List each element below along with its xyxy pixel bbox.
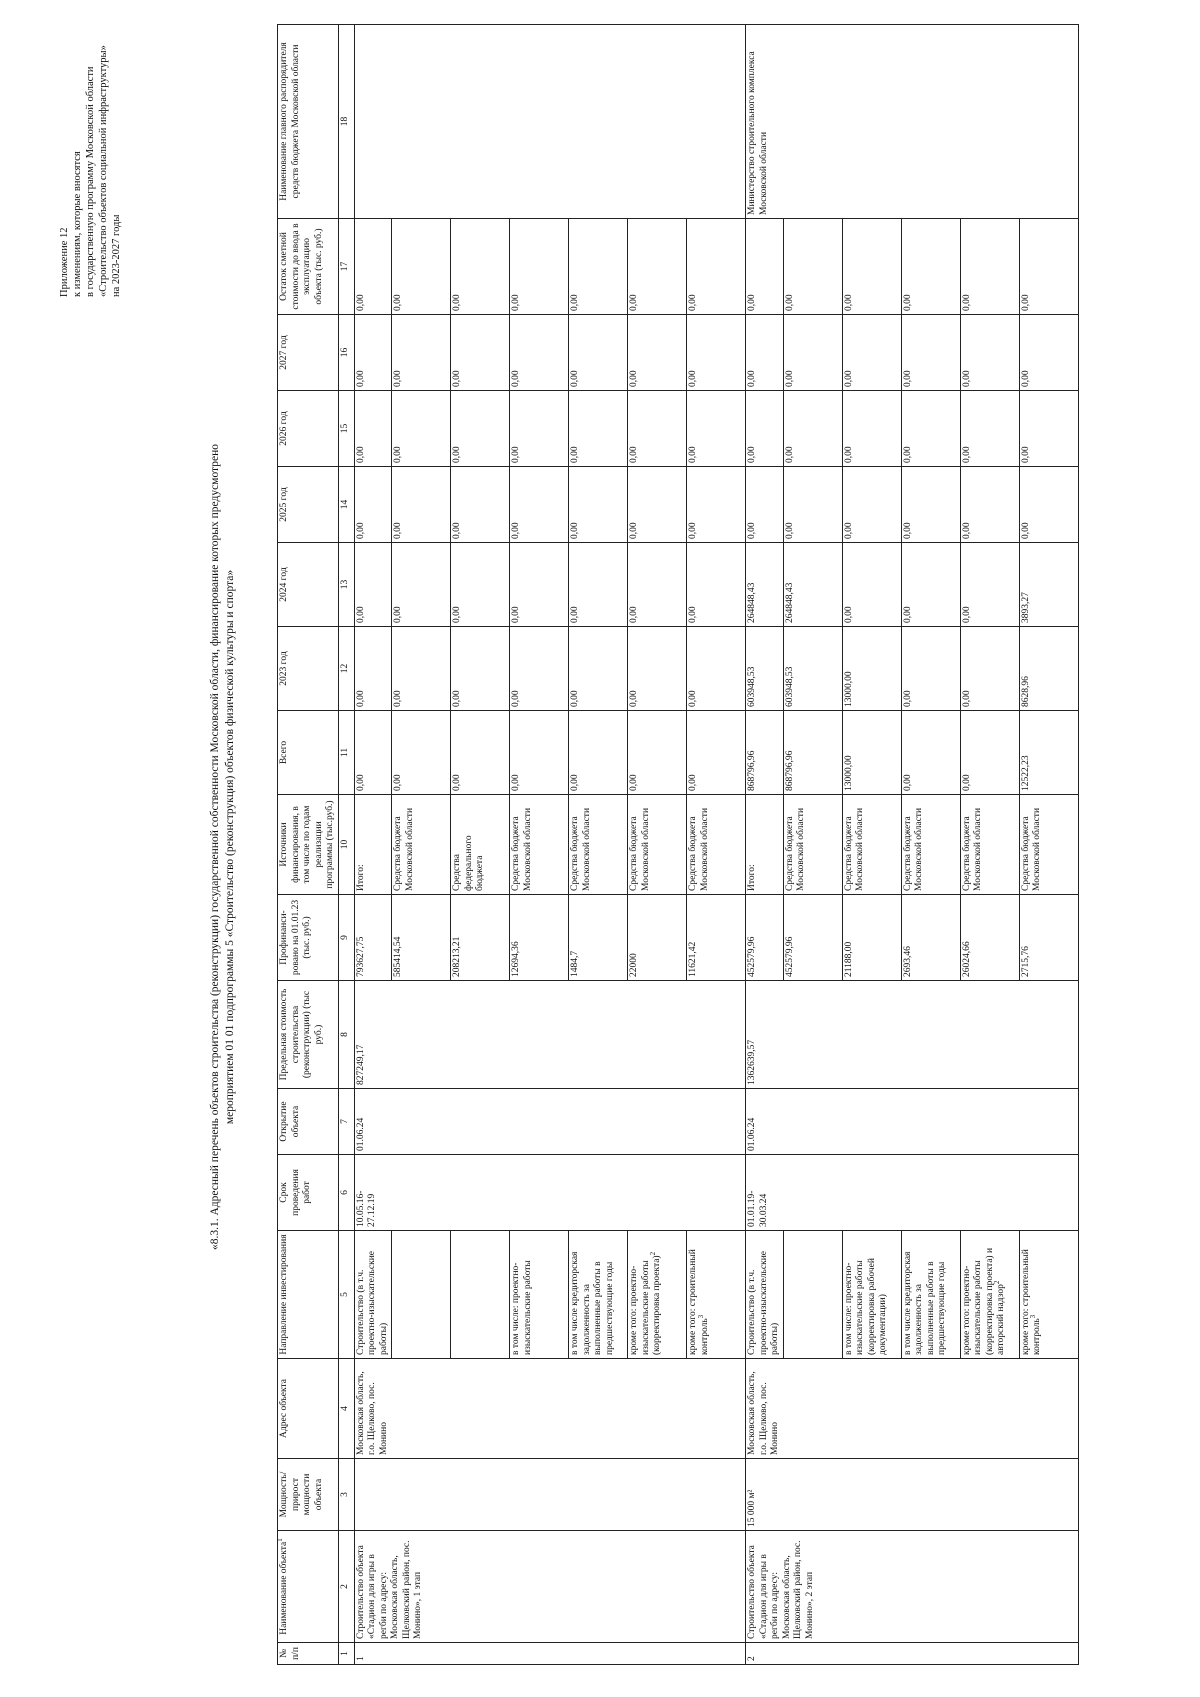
investment-direction-text: в том числе кредиторская задолженность за выполненные работы в предшествующие годы	[902, 1251, 947, 1355]
investment-direction-text: кроме того: строительный контроль	[688, 1249, 710, 1355]
remaining-cost: 0,00	[901, 219, 960, 315]
total-amount: 12522,23	[1019, 711, 1078, 795]
column-header-label: Остаток сметной стоимости до ввода в эксплуатацию объекта (тыс. руб.)	[279, 223, 324, 310]
column-header-label: Предельная стоимость строительства (реконструкции) (тыс руб.)	[279, 988, 324, 1081]
financed-amount: 452579,96	[746, 895, 784, 981]
column-number: 8	[338, 981, 354, 1089]
column-header	[278, 25, 339, 219]
object-name: Строительство объекта «Стадион для игры в регби по адресу: Московская область, Щелковский район, пос. Монино», 1 этап	[354, 1531, 746, 1643]
funding-source: Средства федерального бюджета	[451, 795, 510, 895]
funding-source: Средства бюджета Московской области	[901, 795, 960, 895]
financed-amount: 452579,96	[783, 895, 842, 981]
total-amount: 0,00	[628, 711, 687, 795]
column-header	[278, 795, 339, 895]
remaining-cost: 0,00	[842, 219, 901, 315]
column-number: 18	[338, 25, 354, 219]
column-header	[278, 467, 339, 543]
year-2025-amount: 0,00	[510, 467, 569, 543]
year-2023-amount: 0,00	[960, 627, 1019, 711]
total-amount: 868796,96	[746, 711, 784, 795]
footnote-mark: 2	[648, 1251, 657, 1256]
financed-amount: 2715,76	[1019, 895, 1078, 981]
column-header	[278, 627, 339, 711]
investment-direction	[628, 1231, 687, 1359]
investment-direction-text: Строительство (в т.ч. проектно-изыскательские работы)	[747, 1250, 780, 1355]
column-header	[278, 1231, 339, 1359]
funding-source: Средства бюджета Московской области	[842, 795, 901, 895]
limit-cost: 827249,17	[354, 981, 746, 1089]
funding-source: Средства бюджета Московской области	[960, 795, 1019, 895]
year-2026-amount: 0,00	[392, 391, 451, 467]
year-2026-amount: 0,00	[510, 391, 569, 467]
year-2023-amount: 0,00	[687, 627, 746, 711]
object-capacity: 15 000 м²	[746, 1459, 1079, 1531]
object-number: 2	[746, 1643, 1079, 1665]
investment-direction-text: в том числе кредиторская задолженность за выполненные работы в предшествующие годы	[570, 1251, 615, 1355]
heading-line: «8.3.1. Адресный перечень объектов строительства (реконструкции) государственной собственности Московской области, финансирование которых предусмотрено	[209, 444, 221, 1250]
remaining-cost: 0,00	[392, 219, 451, 315]
column-header	[278, 219, 339, 315]
year-2023-amount: 13000,00	[842, 627, 901, 711]
year-2025-amount: 0,00	[354, 467, 392, 543]
year-2025-amount: 0,00	[842, 467, 901, 543]
column-header	[278, 315, 339, 391]
investment-direction-text: кроме того: строительный контроль	[1020, 1249, 1042, 1355]
column-number: 7	[338, 1089, 354, 1155]
year-2023-amount: 0,00	[451, 627, 510, 711]
column-number: 6	[338, 1155, 354, 1231]
year-2027-amount: 0,00	[783, 315, 842, 391]
year-2023-amount: 0,00	[569, 627, 628, 711]
investment-direction	[569, 1231, 628, 1359]
column-header	[278, 1155, 339, 1231]
investment-direction	[1019, 1231, 1078, 1359]
object-number: 1	[354, 1643, 746, 1665]
budget-manager	[354, 25, 746, 219]
total-amount: 0,00	[451, 711, 510, 795]
year-2027-amount: 0,00	[628, 315, 687, 391]
column-header	[278, 1089, 339, 1155]
funding-source: Средства бюджета Московской области	[783, 795, 842, 895]
column-header	[278, 895, 339, 981]
year-2023-amount: 603948,53	[746, 627, 784, 711]
year-2027-amount: 0,00	[392, 315, 451, 391]
year-2027-amount: 0,00	[510, 315, 569, 391]
column-header-label: Всего	[279, 740, 289, 765]
investment-direction	[510, 1231, 569, 1359]
year-2027-amount: 0,00	[746, 315, 784, 391]
address-list-table	[277, 24, 1079, 1665]
heading-line: мероприятием 01 01 подпрограммы 5 «Строительство (реконструкция) объектов физической культуры и спорта»	[224, 569, 236, 1125]
footnote-mark: 3	[1028, 1314, 1037, 1319]
investment-direction	[901, 1231, 960, 1359]
funding-source: Итого:	[354, 795, 392, 895]
total-amount: 0,00	[510, 711, 569, 795]
remaining-cost: 0,00	[569, 219, 628, 315]
year-2026-amount: 0,00	[901, 391, 960, 467]
year-2025-amount: 0,00	[960, 467, 1019, 543]
total-amount: 0,00	[392, 711, 451, 795]
funding-source: Средства бюджета Московской области	[1019, 795, 1078, 895]
financed-amount: 11621,42	[687, 895, 746, 981]
funding-source: Средства бюджета Московской области	[569, 795, 628, 895]
year-2025-amount: 0,00	[392, 467, 451, 543]
opening-date: 01.06.24	[746, 1089, 1079, 1155]
column-header	[278, 391, 339, 467]
investment-direction	[783, 1231, 842, 1359]
financed-amount: 2693,46	[901, 895, 960, 981]
financed-amount: 1484,7	[569, 895, 628, 981]
column-number: 3	[338, 1459, 354, 1531]
year-2026-amount: 0,00	[746, 391, 784, 467]
column-number: 16	[338, 315, 354, 391]
column-number: 13	[338, 543, 354, 627]
total-amount: 0,00	[901, 711, 960, 795]
financed-amount: 793627,75	[354, 895, 392, 981]
appendix-line: в государственную программу Московской области	[85, 66, 96, 297]
appendix-line: «Строительство объектов социальной инфраструктуры»	[98, 45, 109, 297]
year-2024-amount: 3893,27	[1019, 543, 1078, 627]
column-number: 9	[338, 895, 354, 981]
column-number: 12	[338, 627, 354, 711]
remaining-cost: 0,00	[746, 219, 784, 315]
table-row	[354, 25, 392, 1665]
year-2027-amount: 0,00	[354, 315, 392, 391]
column-number: 1	[338, 1643, 354, 1665]
financed-amount: 208213,21	[451, 895, 510, 981]
financed-amount: 21188,00	[842, 895, 901, 981]
investment-direction	[392, 1231, 451, 1359]
year-2026-amount: 0,00	[960, 391, 1019, 467]
investment-direction	[354, 1231, 392, 1359]
limit-cost: 1362639,57	[746, 981, 1079, 1089]
year-2024-amount: 0,00	[354, 543, 392, 627]
year-2025-amount: 0,00	[569, 467, 628, 543]
column-header-label: Источники финансирования, в том числе по годам реализации программы (тыс.руб.)	[279, 800, 335, 889]
financed-amount: 26024,66	[960, 895, 1019, 981]
year-2026-amount: 0,00	[628, 391, 687, 467]
column-header-label: Направление инвестирования	[279, 1234, 289, 1355]
financed-amount: 22000	[628, 895, 687, 981]
column-header	[278, 711, 339, 795]
budget-manager: Министерство строительного комплекса Московской области	[746, 25, 1079, 219]
year-2023-amount: 0,00	[354, 627, 392, 711]
object-address: Московская область, г.о. Щелково, пос. Монино	[354, 1359, 746, 1459]
total-amount: 0,00	[960, 711, 1019, 795]
total-amount: 868796,96	[783, 711, 842, 795]
year-2024-amount: 0,00	[451, 543, 510, 627]
column-header-label: Наименование объекта	[279, 1541, 289, 1635]
funding-source: Средства бюджета Московской области	[510, 795, 569, 895]
column-header	[275, 1531, 339, 1643]
object-capacity	[354, 1459, 746, 1531]
column-header	[278, 981, 339, 1089]
column-header-label: Адрес объекта	[279, 1379, 289, 1438]
column-header-label: 2023 год	[279, 651, 289, 686]
column-header-label: Срок проведения работ	[279, 1169, 312, 1216]
year-2026-amount: 0,00	[783, 391, 842, 467]
column-header	[278, 1459, 339, 1531]
year-2024-amount: 0,00	[687, 543, 746, 627]
column-number: 5	[338, 1231, 354, 1359]
column-header-label: Мощность/ прирост мощности объекта	[279, 1471, 324, 1518]
header-row	[278, 25, 339, 1665]
column-number: 11	[338, 711, 354, 795]
investment-direction	[746, 1231, 784, 1359]
investment-direction	[451, 1231, 510, 1359]
document-heading	[208, 157, 238, 1537]
year-2023-amount: 0,00	[901, 627, 960, 711]
year-2023-amount: 0,00	[510, 627, 569, 711]
investment-direction-text: кроме того: проектно-изыскательские работы (корректировка проекта) и авторский надзор	[961, 1247, 1006, 1355]
column-header-label: № п/п	[279, 1647, 301, 1660]
year-2024-amount: 264848,43	[746, 543, 784, 627]
column-header	[278, 1643, 339, 1665]
year-2026-amount: 0,00	[842, 391, 901, 467]
year-2027-amount: 0,00	[569, 315, 628, 391]
appendix-line: на 2023-2027 годы	[111, 214, 122, 297]
funding-source: Средства бюджета Московской области	[628, 795, 687, 895]
year-2025-amount: 0,00	[1019, 467, 1078, 543]
total-amount: 13000,00	[842, 711, 901, 795]
year-2023-amount: 8628,96	[1019, 627, 1078, 711]
year-2027-amount: 0,00	[901, 315, 960, 391]
year-2025-amount: 0,00	[628, 467, 687, 543]
investment-direction	[960, 1231, 1019, 1359]
funding-source: Итого:	[746, 795, 784, 895]
financed-amount: 12694,36	[510, 895, 569, 981]
year-2025-amount: 0,00	[783, 467, 842, 543]
year-2027-amount: 0,00	[1019, 315, 1078, 391]
remaining-cost: 0,00	[628, 219, 687, 315]
year-2026-amount: 0,00	[1019, 391, 1078, 467]
appendix-title: Приложение 12	[59, 227, 70, 297]
year-2026-amount: 0,00	[354, 391, 392, 467]
footnote-mark: 3	[696, 1314, 705, 1319]
investment-direction-text: кроме того: проектно-изыскательские работы (корректировка проекта)	[629, 1255, 662, 1355]
year-2023-amount: 0,00	[392, 627, 451, 711]
year-2027-amount: 0,00	[960, 315, 1019, 391]
column-number: 14	[338, 467, 354, 543]
object-name: Строительство объекта «Стадион для игры в регби по адресу: Московская область, Щелковский район, пос. Монино», 2 этап	[746, 1531, 1079, 1643]
year-2026-amount: 0,00	[687, 391, 746, 467]
year-2024-amount: 0,00	[842, 543, 901, 627]
year-2024-amount: 0,00	[510, 543, 569, 627]
column-header-label: Наименование главного распорядителя средств бюджета Московской области	[279, 42, 301, 201]
work-period: 10.05.16-27.12.19	[354, 1155, 746, 1231]
column-header-label: 2027 год	[279, 335, 289, 370]
investment-direction-text: Строительство (в т.ч. проектно-изыскательские работы)	[355, 1250, 389, 1355]
remaining-cost: 0,00	[783, 219, 842, 315]
remaining-cost: 0,00	[1019, 219, 1078, 315]
year-2023-amount: 603948,53	[783, 627, 842, 711]
remaining-cost: 0,00	[960, 219, 1019, 315]
total-amount: 0,00	[569, 711, 628, 795]
year-2027-amount: 0,00	[842, 315, 901, 391]
column-header	[278, 543, 339, 627]
column-number: 17	[338, 219, 354, 315]
remaining-cost: 0,00	[451, 219, 510, 315]
column-number: 10	[338, 795, 354, 895]
year-2025-amount: 0,00	[451, 467, 510, 543]
column-number: 15	[338, 391, 354, 467]
year-2027-amount: 0,00	[687, 315, 746, 391]
footnote-mark: 1	[275, 1538, 284, 1542]
column-number: 4	[338, 1359, 354, 1459]
column-header-label: 2024 год	[279, 567, 289, 602]
funding-source: Средства бюджета Московской области	[687, 795, 746, 895]
year-2024-amount: 0,00	[960, 543, 1019, 627]
appendix-note	[58, 7, 123, 297]
remaining-cost: 0,00	[687, 219, 746, 315]
column-number: 2	[338, 1531, 354, 1643]
investment-direction	[842, 1231, 901, 1359]
opening-date: 01.06.24	[354, 1089, 746, 1155]
table-row	[746, 25, 784, 1665]
column-header-label: Профинанси-ровано на 01.01.23 (тыс. руб.)	[279, 899, 312, 976]
year-2024-amount: 0,00	[569, 543, 628, 627]
total-amount: 0,00	[687, 711, 746, 795]
work-period: 01.01.19-30.03.24	[746, 1155, 1079, 1231]
financed-amount: 585414,54	[392, 895, 451, 981]
year-2025-amount: 0,00	[746, 467, 784, 543]
column-header-label: 2026 год	[279, 411, 289, 446]
appendix-line: к изменениям, которые вносятся	[72, 151, 83, 297]
column-number-row	[338, 25, 354, 1665]
total-amount: 0,00	[354, 711, 392, 795]
year-2024-amount: 264848,43	[783, 543, 842, 627]
column-header	[278, 1359, 339, 1459]
remaining-cost: 0,00	[354, 219, 392, 315]
investment-direction-text: в том числе: проектно-изыскательские работы (корректировка рабочей документации)	[843, 1258, 888, 1355]
year-2024-amount: 0,00	[392, 543, 451, 627]
remaining-cost: 0,00	[510, 219, 569, 315]
year-2026-amount: 0,00	[569, 391, 628, 467]
year-2025-amount: 0,00	[901, 467, 960, 543]
funding-source: Средства бюджета Московской области	[392, 795, 451, 895]
column-header-label: 2025 год	[279, 487, 289, 522]
year-2026-amount: 0,00	[451, 391, 510, 467]
year-2024-amount: 0,00	[901, 543, 960, 627]
footnote-mark: 2	[992, 1280, 1001, 1285]
year-2024-amount: 0,00	[628, 543, 687, 627]
investment-direction	[687, 1231, 746, 1359]
column-header-label: Открытие объекта	[279, 1101, 301, 1142]
year-2023-amount: 0,00	[628, 627, 687, 711]
investment-direction-text: в том числе: проектно-изыскательские работы	[511, 1260, 533, 1355]
year-2027-amount: 0,00	[451, 315, 510, 391]
object-address: Московская область, г.о. Щелково, пос. Монино	[746, 1359, 1079, 1459]
year-2025-amount: 0,00	[687, 467, 746, 543]
